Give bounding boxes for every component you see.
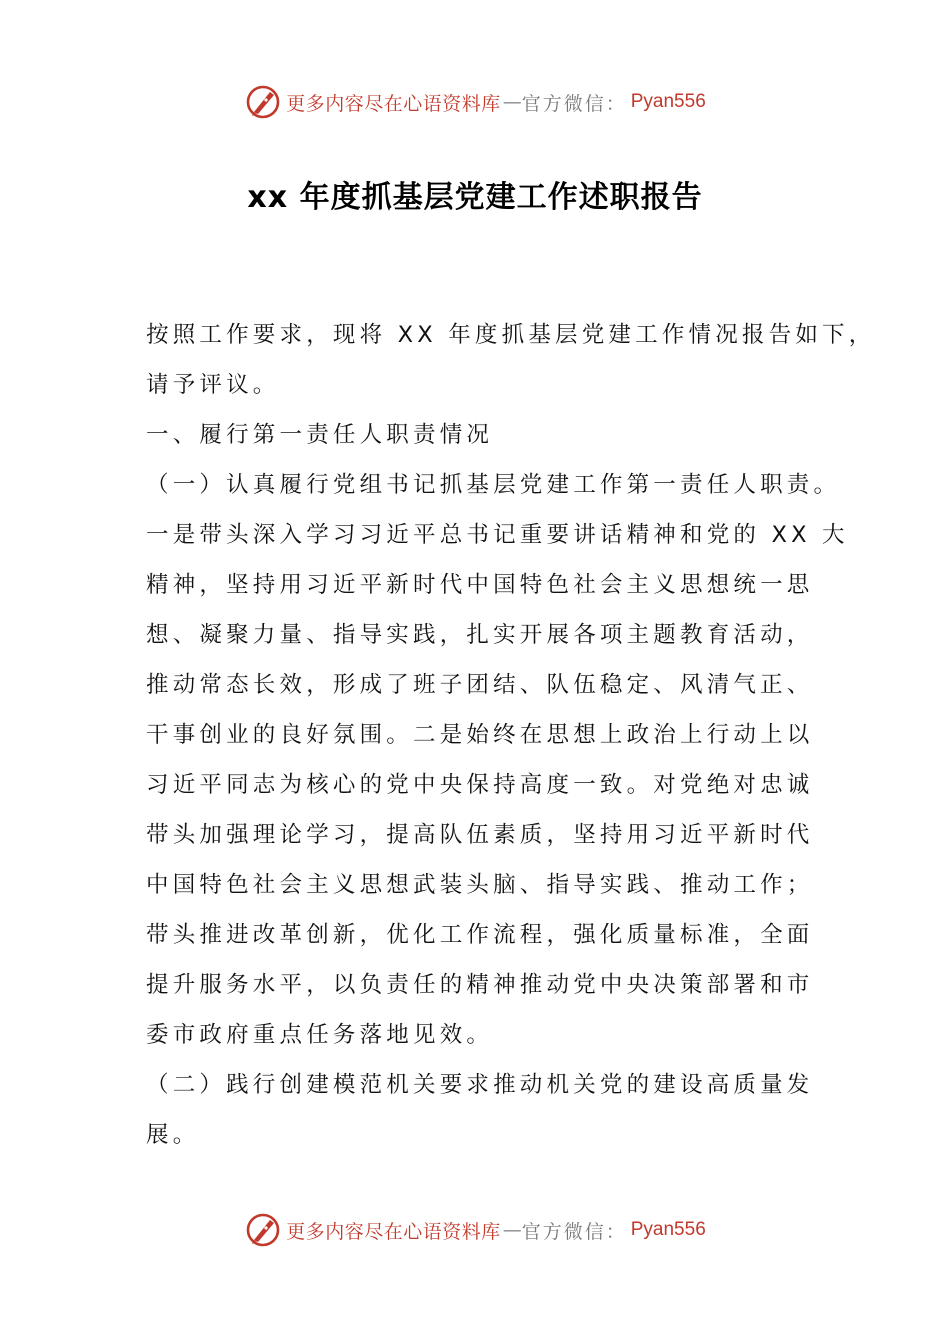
body-line: 一是带头深入学习习近平总书记重要讲话精神和党的 XX 大	[146, 522, 849, 548]
watermark-wechat-label: 官方微信：	[521, 92, 627, 115]
body-line: 带头推进改革创新，优化工作流程，强化质量标准，全面	[146, 922, 814, 948]
document-title: xx 年度抓基层党建工作述职报告	[247, 180, 703, 215]
document-body	[146, 310, 876, 1160]
body-line: 提升服务水平，以负责任的精神推动党中央决策部署和市	[146, 972, 814, 998]
pen-nib-circle-icon	[244, 1211, 282, 1249]
watermark-wechat-id: Pyan556	[630, 1219, 706, 1240]
watermark-site-text: 更多内容尽在心语资料库	[286, 92, 501, 115]
watermark-dash: —	[502, 91, 520, 113]
body-line: 带头加强理论学习，提高队伍素质，坚持用习近平新时代	[146, 822, 814, 848]
watermark-dash: —	[502, 1219, 520, 1241]
body-line: 推动常态长效，形成了班子团结、队伍稳定、风清气正、	[146, 672, 814, 698]
body-line: 请予评议。	[146, 372, 280, 398]
body-line: 干事创业的良好氛围。二是始终在思想上政治上行动上以	[146, 722, 814, 748]
footer-watermark	[0, 1208, 950, 1252]
subsection-heading: （一）认真履行党组书记抓基层党建工作第一责任人职责。	[146, 472, 841, 498]
watermark-wechat-id: Pyan556	[630, 91, 706, 112]
body-line: 想、凝聚力量、指导实践，扎实开展各项主题教育活动，	[146, 622, 814, 648]
body-line: 习近平同志为核心的党中央保持高度一致。对党绝对忠诚	[146, 772, 814, 798]
body-line: 精神，坚持用习近平新时代中国特色社会主义思想统一思	[146, 572, 814, 598]
pen-nib-circle-icon	[244, 83, 282, 121]
section-heading: 一、履行第一责任人职责情况	[146, 422, 494, 448]
watermark-wechat-label: 官方微信：	[521, 1220, 627, 1243]
body-line: 中国特色社会主义思想武装头脑、指导实践、推动工作；	[146, 872, 814, 898]
body-line: 按照工作要求，现将 XX 年度抓基层党建工作情况报告如下，	[146, 322, 876, 348]
body-line: 展。	[146, 1122, 200, 1148]
watermark-site-text: 更多内容尽在心语资料库	[286, 1220, 501, 1243]
subsection-heading: （二）践行创建模范机关要求推动机关党的建设高质量发	[146, 1072, 814, 1098]
header-watermark	[0, 80, 950, 124]
body-line: 委市政府重点任务落地见效。	[146, 1022, 494, 1048]
